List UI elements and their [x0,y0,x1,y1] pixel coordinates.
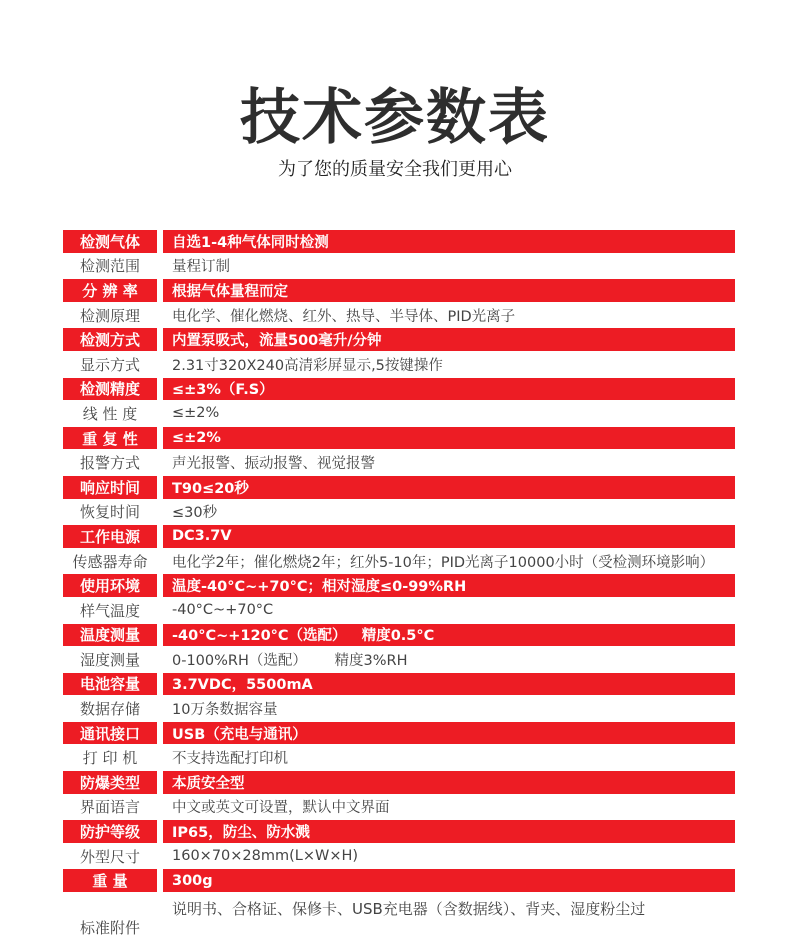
spec-value: ≤30秒 [172,505,218,522]
spec-row [63,378,735,401]
spec-row [63,820,735,843]
spec-row [63,328,735,351]
spec-label: 检测精度 [63,378,157,401]
spec-row [63,353,735,376]
spec-value: 0-100%RH（选配） 精度3%RH [172,652,408,669]
spec-row [63,771,735,794]
spec-value: 300g [163,869,735,892]
spec-label: 防爆类型 [63,771,157,794]
spec-value: 3.7VDC，5500mA [163,673,735,696]
spec-label: 打 印 机 [82,749,138,768]
spec-row [63,550,735,573]
spec-label: 通讯接口 [63,722,157,745]
spec-label: 重 复 性 [63,427,157,450]
spec-row [63,451,735,474]
spec-row [63,648,735,671]
spec-label: 数据存储 [79,700,140,719]
spec-value: DC3.7V [163,525,735,548]
spec-value: ≤±2% [172,405,220,422]
spec-label: 电池容量 [63,673,157,696]
spec-value: 量程订制 [172,259,230,276]
spec-label: 检测范围 [79,257,140,276]
spec-table [63,230,735,940]
spec-label: 界面语言 [79,798,140,817]
spec-value: 根据气体量程而定 [163,279,735,302]
spec-row [63,427,735,450]
spec-row [63,673,735,696]
spec-value: 电化学、催化燃烧、红外、热导、半导体、PID光离子 [172,308,516,325]
spec-value: 2.31寸320X240高清彩屏显示,5按键操作 [172,357,443,374]
spec-row [63,796,735,819]
spec-row [63,304,735,327]
spec-label: 使用环境 [63,574,157,597]
spec-value: 说明书、合格证、保修卡、USB充电器（含数据线）、背夹、湿度粉尘过 [172,900,646,919]
spec-row [63,869,735,892]
spec-value: 10万条数据容量 [172,702,278,719]
spec-value: IP65，防尘、防水溅 [163,820,735,843]
spec-row [63,722,735,745]
spec-label: 湿度测量 [79,650,140,669]
spec-label: 显示方式 [79,355,140,374]
spec-value: 温度-40°C~+70°C；相对湿度≤0-99%RH [163,574,735,597]
spec-label: 恢复时间 [79,503,140,522]
spec-label: 分 辨 率 [63,279,157,302]
spec-label: 工作电源 [63,525,157,548]
spec-row [63,279,735,302]
spec-value: 声光报警、振动报警、视觉报警 [172,456,375,473]
spec-label: 标准附件 [79,919,140,938]
spec-row [63,230,735,253]
spec-value: 内置泵吸式，流量500毫升/分钟 [163,328,735,351]
spec-row [63,894,735,938]
spec-row [63,501,735,524]
spec-value: 160×70×28mm(L×W×H) [172,848,359,865]
spec-value: ≤±2% [163,427,735,450]
spec-label: 响应时间 [63,476,157,499]
spec-row [63,402,735,425]
spec-label: 外型尺寸 [79,847,140,866]
spec-value: T90≤20秒 [163,476,735,499]
spec-label: 检测原理 [79,306,140,325]
spec-row [63,845,735,868]
spec-label: 防护等级 [63,820,157,843]
spec-value: ≤±3%（F.S） [163,378,735,401]
spec-row [63,255,735,278]
spec-label: 检测气体 [63,230,157,253]
spec-row [63,599,735,622]
spec-row [63,525,735,548]
spec-row [63,746,735,769]
spec-value: 中文或英文可设置，默认中文界面 [172,800,390,817]
spec-value: -40°C~+70°C [172,602,274,619]
spec-row [63,476,735,499]
spec-value: -40°C~+120°C（选配） 精度0.5°C [163,624,735,647]
page-title: 技术参数表 [240,83,550,153]
spec-value: 自选1-4种气体同时检测 [163,230,735,253]
spec-label: 报警方式 [79,454,140,473]
page-subtitle: 为了您的质量安全我们更用心 [278,159,512,180]
spec-label: 样气温度 [79,601,140,620]
spec-row [63,697,735,720]
spec-value: USB（充电与通讯） [163,722,735,745]
spec-row [63,624,735,647]
spec-value: 本质安全型 [163,771,735,794]
spec-label: 重 量 [63,869,157,892]
spec-label: 传感器寿命 [72,552,148,571]
spec-value: 电化学2年；催化燃烧2年；红外5-10年；PID光离子10000小时（受检测环境影响） [172,554,715,571]
spec-label: 线 性 度 [82,404,138,423]
spec-value: 不支持选配打印机 [172,751,288,768]
spec-label: 温度测量 [63,624,157,647]
spec-row [63,574,735,597]
spec-label: 检测方式 [63,328,157,351]
